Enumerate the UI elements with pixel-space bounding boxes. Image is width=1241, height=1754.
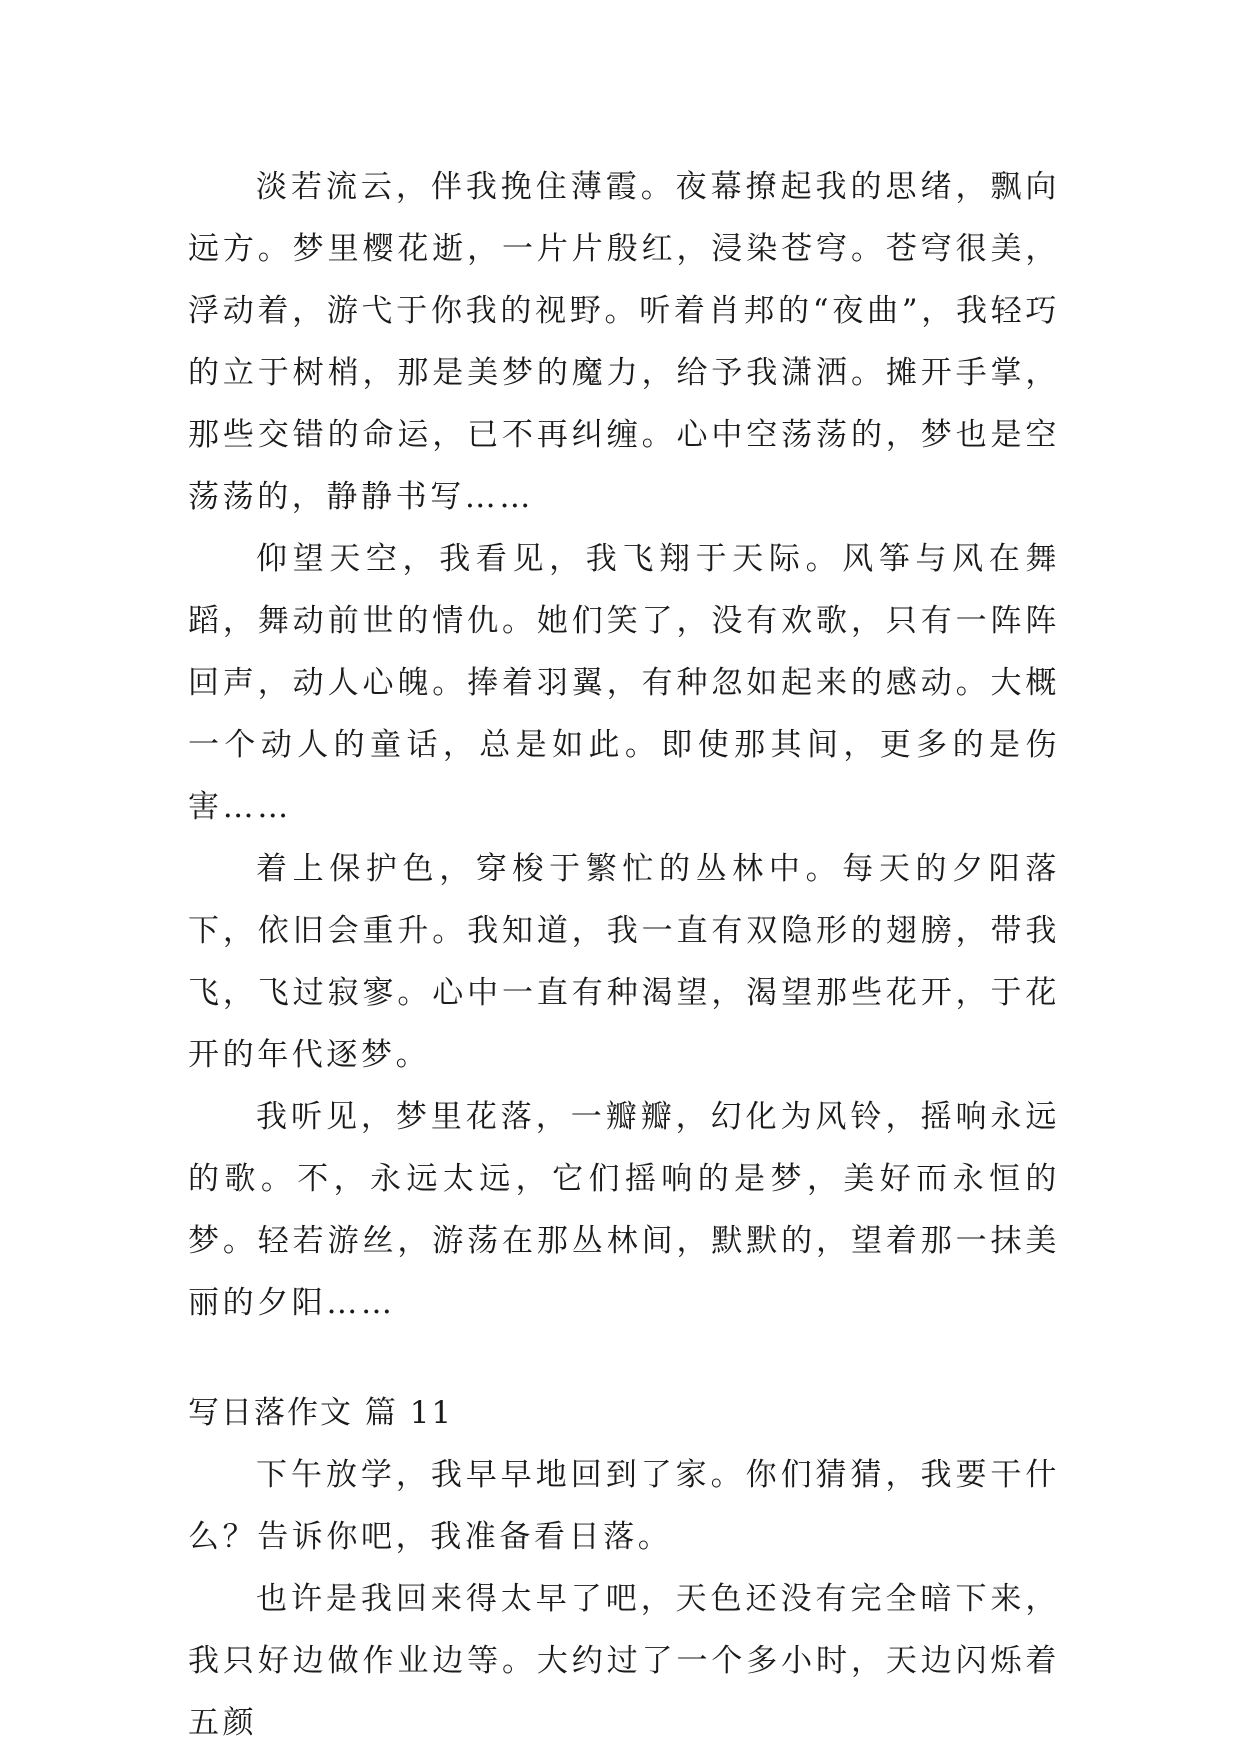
document-page <box>188 156 1060 1754</box>
section-heading: 写日落作文 篇 11 <box>188 1395 454 1431</box>
paragraph-3: 着上保护色，穿梭于繁忙的丛林中。每天的夕阳落下，依旧会重升。我知道，我一直有双隐形的翅膀，带我飞，飞过寂寥。心中一直有种渴望，渴望那些花开，于花开的年代逐梦。 <box>188 851 1060 1073</box>
paragraph-2: 仰望天空，我看见，我飞翔于天际。风筝与风在舞蹈，舞动前世的情仇。她们笑了，没有欢歌，只有一阵阵回声，动人心魄。捧着羽翼，有种忽如起来的感动。大概一个动人的童话，总是如此。即使那其间，更多的是伤害…… <box>188 541 1060 825</box>
paragraph-5: 下午放学，我早早地回到了家。你们猜猜，我要干什么？告诉你吧，我准备看日落。 <box>188 1457 1060 1555</box>
paragraph-4: 我听见，梦里花落，一瓣瓣，幻化为风铃，摇响永远的歌。不，永远太远，它们摇响的是梦，美好而永恒的梦。轻若游丝，游荡在那丛林间，默默的，望着那一抹美丽的夕阳…… <box>188 1099 1060 1321</box>
paragraph-1: 淡若流云，伴我挽住薄霞。夜幕撩起我的思绪，飘向远方。梦里樱花逝，一片片殷红，浸染苍穹。苍穹很美，浮动着，游弋于你我的视野。听着肖邦的“夜曲”，我轻巧的立于树梢，那是美梦的魔力，给予我潇洒。摊开手掌，那些交错的命运，已不再纠缠。心中空荡荡的，梦也是空荡荡的，静静书写…… <box>188 169 1060 515</box>
paragraph-6: 也许是我回来得太早了吧，天色还没有完全暗下来，我只好边做作业边等。大约过了一个多小时，天边闪烁着五颜 <box>188 1581 1060 1741</box>
